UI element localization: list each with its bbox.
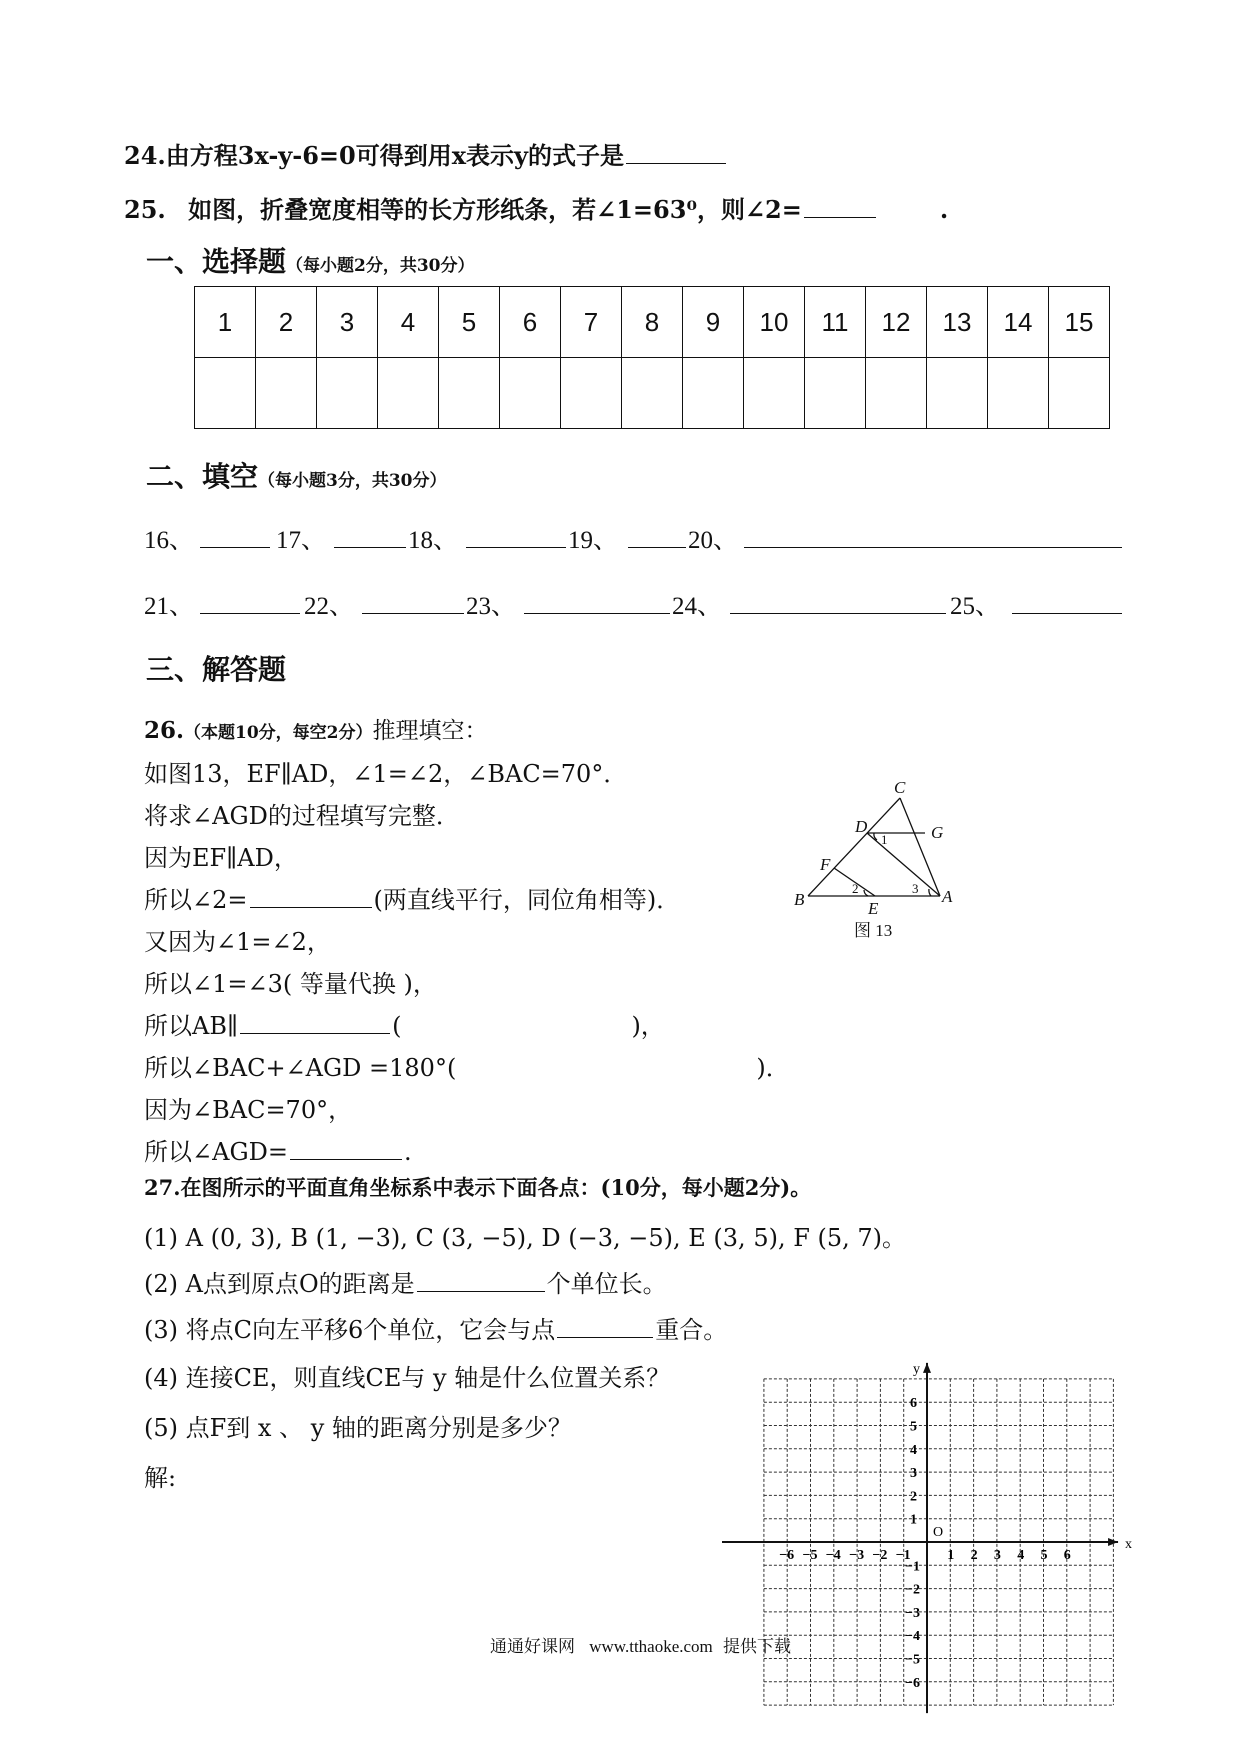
q26-line-7	[144, 1006, 665, 1041]
answer-table-header-11: 11	[805, 287, 866, 358]
q26-l7-prefix: 所以AB∥	[144, 1012, 239, 1040]
figure-caption: 图 13	[854, 921, 893, 940]
label-angle-3: 3	[912, 881, 919, 896]
q25-blank	[804, 195, 876, 218]
x-tick-label: 6	[1063, 1548, 1071, 1563]
fill-label-22: 22、	[304, 593, 355, 620]
footer-site: 通通好课网	[490, 1637, 575, 1656]
answer-cell-4[interactable]	[378, 358, 439, 429]
fill-label-17: 17、	[276, 527, 327, 554]
q26-blank-5	[290, 1137, 402, 1160]
y-tick-label: −1	[905, 1559, 920, 1575]
fill-blank-18	[466, 547, 566, 548]
fill-label-19: 19、	[568, 527, 619, 554]
y-axis-arrow-icon	[923, 1363, 931, 1373]
fill-label-16: 16、	[144, 527, 195, 554]
answer-table-header-8: 8	[622, 287, 683, 358]
answer-table-header-3: 3	[317, 287, 378, 358]
q27-part-3	[144, 1310, 727, 1345]
label-B: B	[794, 890, 805, 909]
fill-blank-20	[744, 547, 1122, 548]
q26-l7-close: )，	[631, 1012, 665, 1040]
answer-cell-2[interactable]	[256, 358, 317, 429]
figure-13	[790, 780, 970, 940]
answer-table-answer-row	[195, 358, 1110, 429]
fill-blank-21	[200, 613, 300, 614]
label-angle-2: 2	[852, 881, 859, 896]
fill-blank-17	[334, 547, 406, 548]
label-F: F	[820, 855, 831, 874]
q27-p2-prefix: (2) A点到原点O的距离是	[144, 1270, 415, 1298]
answer-cell-8[interactable]	[622, 358, 683, 429]
fill-blank-23	[524, 613, 670, 614]
x-tick-label: −6	[779, 1548, 795, 1563]
q26-l4-prefix: 所以∠2=	[144, 886, 248, 914]
q26-head-tail: 推理填空：	[372, 718, 488, 744]
y-tick-label: −4	[905, 1629, 920, 1645]
y-tick-label: 2	[910, 1489, 917, 1505]
y-tick-label: 3	[910, 1466, 917, 1482]
answer-table-header-13: 13	[927, 287, 988, 358]
q26-line-3: 因为EF∥AD，	[144, 844, 298, 872]
q26-l8-close: )．	[756, 1054, 790, 1082]
question-24	[124, 136, 728, 171]
answer-cell-3[interactable]	[317, 358, 378, 429]
answer-cell-14[interactable]	[988, 358, 1049, 429]
fill-blank-16	[200, 547, 270, 548]
label-D: D	[855, 817, 868, 836]
q26-line-10	[144, 1132, 412, 1167]
q26-line-2: 将求∠AGD的过程填写完整．	[144, 802, 460, 830]
q26-blank-1	[250, 885, 372, 908]
question-26-head	[144, 712, 488, 745]
q26-l8-prefix: 所以∠BAC+∠AGD =180°(	[144, 1054, 457, 1082]
x-tick-label: −1	[895, 1548, 911, 1563]
x-tick-label: 3	[993, 1548, 1001, 1563]
fill-label-25: 25、	[950, 593, 1001, 620]
q26-l4-reason: (两直线平行，同位角相等)．	[373, 886, 681, 914]
answer-cell-10[interactable]	[744, 358, 805, 429]
answer-table-header-7: 7	[561, 287, 622, 358]
label-G: G	[931, 823, 944, 842]
x-tick-label: −3	[849, 1548, 865, 1563]
answer-cell-1[interactable]	[195, 358, 256, 429]
fill-blank-22	[362, 613, 464, 614]
q25-number: 25.	[124, 195, 166, 224]
section-1-heading	[146, 240, 475, 280]
q27-p2-tail: 个单位长。	[546, 1270, 667, 1298]
q27-part-4: (4) 连接CE，则直线CE与 y 轴是什么位置关系？	[144, 1364, 671, 1392]
answer-cell-15[interactable]	[1049, 358, 1110, 429]
q26-line-9: 因为∠BAC=70°，	[144, 1096, 353, 1124]
q24-blank	[626, 141, 726, 164]
fill-blank-24	[730, 613, 946, 614]
fill-label-18: 18、	[408, 527, 459, 554]
q27-part-5: (5) 点F到 x 、 y 轴的距离分别是多少？	[144, 1414, 572, 1442]
footer-tail: 提供下载	[723, 1637, 792, 1656]
x-axis-label: x	[1125, 1537, 1133, 1552]
y-tick-label: 4	[910, 1442, 917, 1458]
y-tick-label: −3	[905, 1605, 920, 1621]
section-2-note: （每小题3分，共30分）	[258, 471, 447, 491]
section-3-title: 三、解答题	[146, 653, 287, 686]
q26-line-8	[144, 1048, 790, 1083]
answer-cell-13[interactable]	[927, 358, 988, 429]
answer-table-header-1: 1	[195, 287, 256, 358]
x-tick-label: 2	[970, 1548, 978, 1563]
y-tick-label: −6	[905, 1675, 920, 1691]
answer-cell-7[interactable]	[561, 358, 622, 429]
y-tick-label: 6	[910, 1396, 917, 1412]
footer	[490, 1632, 791, 1657]
coordinate-grid	[720, 1348, 1140, 1748]
q26-note: （本题10分，每空2分）	[184, 723, 373, 743]
q26-number: 26.	[144, 717, 185, 744]
q26-l10-tail: .	[403, 1138, 412, 1166]
q27-part-1: (1) A (0, 3), B (1, −3), C (3, −5), D (−3, −5), E (3, 5), F (5, 7)。	[144, 1224, 907, 1252]
origin-label: O	[933, 1525, 944, 1540]
footer-url: www.tthaoke.com	[589, 1637, 713, 1656]
q27-p3-tail: 重合。	[655, 1316, 728, 1344]
q24-text: 24.由方程3x-y-6=0可得到用x表示y的式子是	[124, 141, 624, 170]
segment-DA	[867, 833, 940, 896]
y-tick-label: −2	[905, 1582, 920, 1598]
x-tick-label: 1	[947, 1548, 955, 1563]
fill-row-2	[144, 586, 1124, 618]
q26-l7-open: (	[392, 1012, 402, 1040]
section-2-title: 二、填空	[146, 460, 259, 493]
answer-cell-9[interactable]	[683, 358, 744, 429]
label-A: A	[942, 887, 953, 906]
answer-table-header-10: 10	[744, 287, 805, 358]
x-tick-label: −2	[872, 1548, 888, 1563]
q26-line-1: 如图13，EF∥AD，∠1=∠2，∠BAC=70°．	[144, 760, 628, 788]
answer-cell-11[interactable]	[805, 358, 866, 429]
answer-table-header-5: 5	[439, 287, 500, 358]
section-1-title: 一、选择题	[146, 245, 287, 278]
answer-table-header-row	[195, 287, 1110, 358]
answer-table-header-9: 9	[683, 287, 744, 358]
answer-table-header-4: 4	[378, 287, 439, 358]
answer-table-header-12: 12	[866, 287, 927, 358]
fill-label-23: 23、	[466, 593, 517, 620]
y-axis-label: y	[913, 1361, 920, 1377]
answer-table-header-6: 6	[500, 287, 561, 358]
x-tick-label: 5	[1040, 1548, 1048, 1563]
answer-cell-6[interactable]	[500, 358, 561, 429]
q26-line-4	[144, 880, 680, 915]
section-2-heading	[146, 455, 447, 495]
q26-blank-2	[240, 1011, 390, 1034]
answer-table-header-14: 14	[988, 287, 1049, 358]
label-E: E	[868, 899, 879, 918]
answer-cell-5[interactable]	[439, 358, 500, 429]
answer-table	[194, 286, 1110, 429]
q27-blank-1	[417, 1269, 545, 1292]
q26-line-5: 又因为∠1=∠2，	[144, 928, 331, 956]
y-tick-label: 5	[910, 1419, 917, 1435]
segment-CA	[900, 798, 940, 896]
q27-solve-label: 解:	[144, 1464, 177, 1492]
fill-blank-25	[1012, 613, 1122, 614]
y-tick-label: 1	[910, 1512, 917, 1528]
fill-label-20: 20、	[688, 527, 739, 554]
q27-part-2	[144, 1264, 667, 1299]
y-tick-label: −5	[905, 1652, 920, 1668]
answer-cell-12[interactable]	[866, 358, 927, 429]
question-25	[124, 190, 948, 225]
fill-blank-19	[628, 547, 686, 548]
fill-label-24: 24、	[672, 593, 723, 620]
q26-line-6: 所以∠1=∠3( 等量代换 )，	[144, 970, 437, 998]
x-tick-label: −5	[802, 1548, 818, 1563]
q25-text: 如图，折叠宽度相等的长方形纸条，若∠1=63⁰，则∠2=	[188, 195, 802, 224]
q27-p3-prefix: (3) 将点C向左平移6个单位，它会与点	[144, 1316, 556, 1344]
fill-label-21: 21、	[144, 593, 195, 620]
answer-table-header-2: 2	[256, 287, 317, 358]
label-angle-1: 1	[881, 832, 888, 847]
question-27-head: 27.在图所示的平面直角坐标系中表示下面各点：(10分，每小题2分)。	[144, 1175, 812, 1200]
q27-blank-2	[557, 1315, 653, 1338]
label-C: C	[894, 780, 906, 797]
section-1-note: （每小题2分，共30分）	[286, 256, 475, 276]
x-tick-label: 4	[1017, 1548, 1025, 1563]
x-tick-label: −4	[825, 1548, 841, 1563]
angle-3-arc	[929, 889, 931, 896]
q25-tail: .	[939, 195, 949, 224]
q26-l10-prefix: 所以∠AGD=	[144, 1138, 288, 1166]
fill-row-1	[144, 520, 1124, 552]
answer-table-header-15: 15	[1049, 287, 1110, 358]
